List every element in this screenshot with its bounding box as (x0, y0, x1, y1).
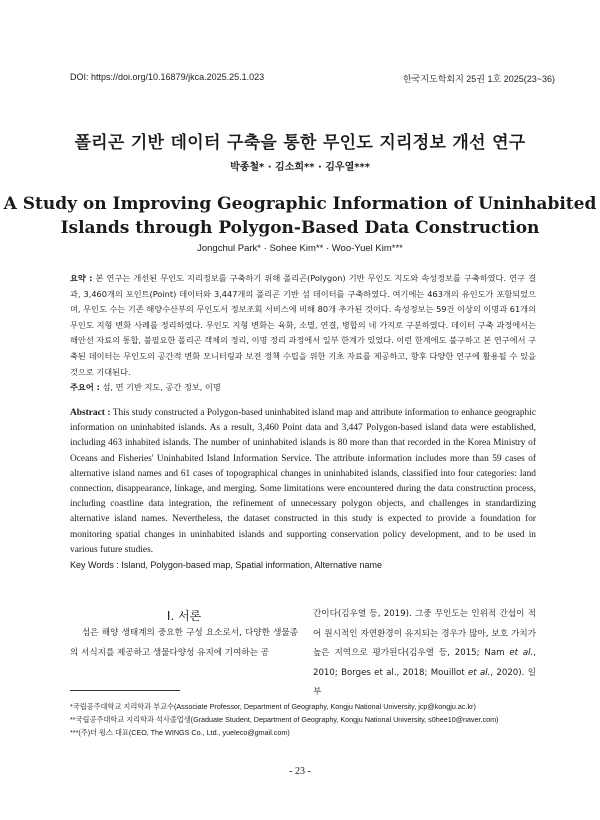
body-right-column (313, 605, 536, 703)
journal-header: 한국지도학회지 25권 1호 2025(23~36) (402, 74, 555, 84)
english-title (0, 192, 600, 240)
korean-authors: 박종철* · 김소희** · 김우열*** (230, 162, 370, 173)
korean-abstract-label: 요약 : (70, 273, 93, 283)
footnote-3: ***(주)더 윙스 대표(CEO, The WINGS Co., Ltd., yueleco@gmail.com) (70, 728, 290, 737)
footnote-divider (70, 690, 180, 691)
korean-abstract-text: 본 연구는 개선된 무인도 지리정보를 구축하기 위해 폴리곤(Polygon) 기반 무인도 지도와 속성정보를 구축하였다. 연구 결과, 3,460개의 포인트(Point) 데이터와 3,447개의 폴리곤 기반 섬 데이터를 구축하였다. 여기에는 463개의 유인도가 포함되었으며, 무인도 수는 기존 해양수산부의 무인도서 정보조회 서비스에 비해 80개 추가된 것이다. 속성정보는 59건 이상의 이명과 61개의 무인도 지형 변화 사례를 정리하였다. 무인도 지형 변화는 육화, 소멸, 연결, 병합의 네 가지로 구분하였다. 데이터 구축 과정에서는 해안선 자료의 통합, 불필요한 폴리곤 객체의 정리, 이명 정리 과정에서 일부 한계가 있었다. 이런 한계에도 불구하고 본 연구에서 구축된 데이터는 무인도의 공간적 변화 모니터링과 보전 정책 수립을 위한 기초 자료를 제공하고, 향후 다양한 연구에 활용될 수 있을 것으로 기대된다. (70, 273, 536, 377)
page-number: - 23 - (289, 766, 311, 777)
korean-keywords (70, 380, 536, 396)
korean-keywords-label: 주요어 : (70, 382, 100, 393)
body-right-text-2: , 2010; Borges et al., 2018; Mouillot (313, 648, 537, 678)
english-authors: Jongchul Park* · Sohee Kim** · Woo-Yuel Kim*** (197, 243, 403, 254)
footnote-2: **국립공주대학교 지리학과 석사졸업생(Graduate Student, Department of Geography, Kongju National University, s0hee10@naver.com) (70, 715, 499, 724)
body-right-text-1: 간이다(김우열 등, 2019). 그중 무인도는 인위적 간섭이 적어 원시적인 자연환경이 유지되는 경우가 많아, 보호 가치가 높은 지역으로 평가된다(김우열 등, 2015; Nam (313, 609, 536, 658)
english-keywords (70, 558, 536, 573)
english-abstract-label: Abstract : (70, 408, 111, 418)
english-title-line-2: Islands through Polygon-Based Data Construction (60, 218, 540, 238)
body-right-text-3: , 2020). 일부 (313, 667, 536, 697)
english-keywords-text: Island, Polygon-based map, Spatial information, Alternative name (118, 560, 383, 571)
english-keywords-label: Key Words : (70, 560, 119, 571)
body-right-etal-1: et al. (509, 648, 534, 658)
korean-abstract (70, 271, 536, 396)
korean-keywords-text: 섬, 면 기반 지도, 공간 정보, 이명 (99, 382, 221, 393)
english-abstract (70, 406, 536, 573)
body-right-etal-2: et al. (467, 667, 491, 678)
korean-title: 폴리곤 기반 데이터 구축을 통한 무인도 지리정보 개선 연구 (74, 133, 526, 153)
section-heading-introduction: I. 서론 (166, 609, 202, 623)
footnote-1: *국립공주대학교 지리학과 부교수(Associate Professor, Department of Geography, Kongju National University, jcp@kongju.ac.kr) (70, 702, 476, 711)
body-left-column: 섬은 해양 생태계의 중요한 구성 요소로서, 다양한 생물종의 서식지를 제공하고 생물다양성 유지에 기여하는 공 (70, 628, 298, 658)
english-title-line-1: A Study on Improving Geographic Information of Uninhabited (3, 194, 597, 214)
doi-header[interactable]: DOI: https://doi.org/10.16879/jkca.2025.25.1.023 (70, 72, 265, 82)
english-abstract-text: This study constructed a Polygon-based uninhabited island map and attribute information to enhance geographic information on uninhabited islands. As a result, 3,460 Point data and 3,447 Polygon-based island data were established, including 463 inhabited islands. The number of uninhabited islands is 80 more than that recorded in the Korea Ministry of Oceans and Fisheries' Uninhabited Island Information Service. The attribute information includes more than 59 cases of alternative island names and 61 cases of topographical changes in uninhabited islands, classified into four categories: land connection, disappearance, linkage, and merging. Some limitations were encountered during the data construction process, including coastline data integration, the refinement of unnecessary polygon objects, and challenges in standardizing alternative island names. Nevertheless, the dataset constructed in this study is expected to provide a foundation for monitoring spatial changes in uninhabited islands and supporting conservation policy development, and to be used in various future studies. (70, 408, 536, 555)
